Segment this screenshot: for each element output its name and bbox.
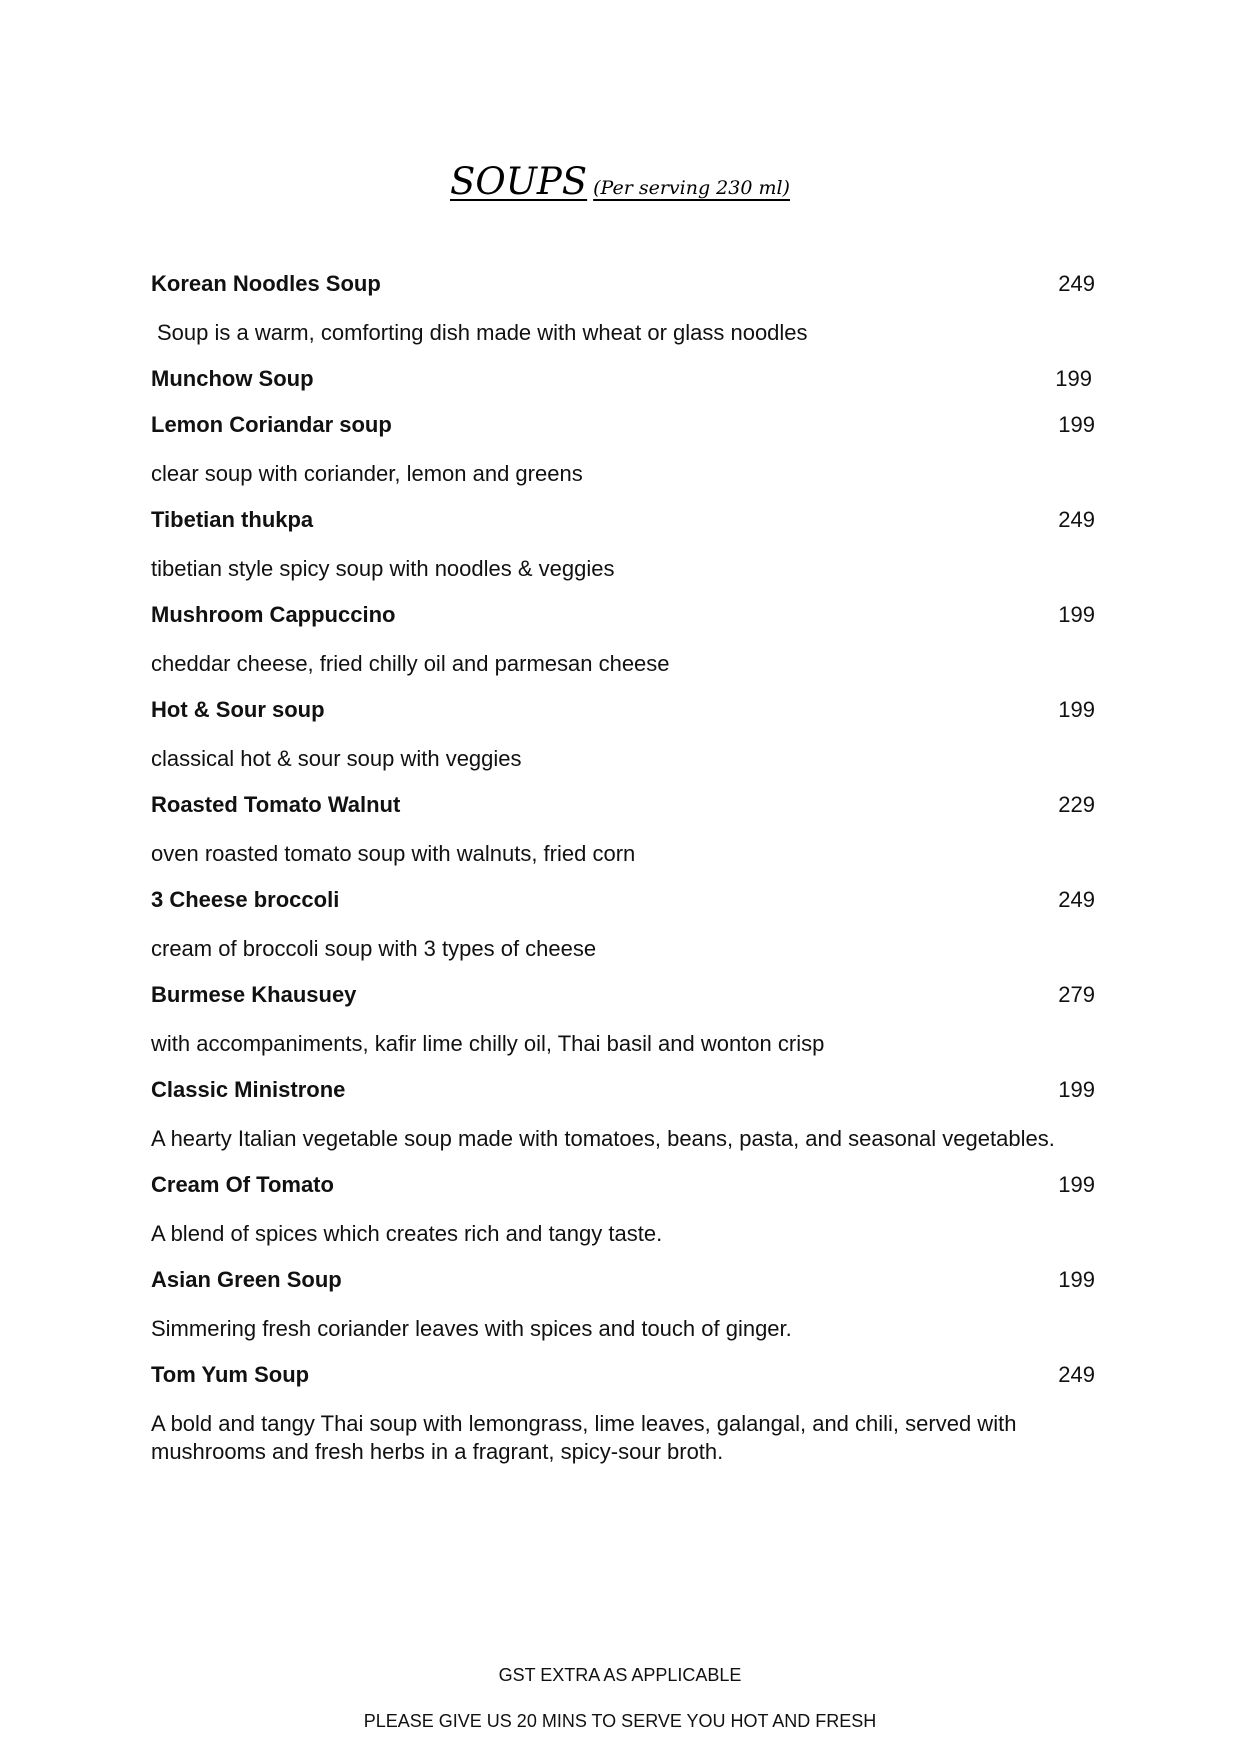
item-description: A blend of spices which creates rich and tangy taste. [151, 1221, 663, 1246]
item-price: 199 [1058, 1077, 1095, 1102]
item-price: 249 [1058, 887, 1095, 912]
item-description: oven roasted tomato soup with walnuts, fried corn [151, 841, 636, 866]
item-description: classical hot & sour soup with veggies [151, 746, 522, 771]
gst-note: GST EXTRA AS APPLICABLE [498, 1665, 742, 1685]
item-name: Burmese Khausuey [151, 982, 357, 1007]
item-name: Hot & Sour soup [151, 697, 325, 722]
menu-item-cream-of-tomato [151, 1173, 1095, 1248]
item-price: 249 [1058, 507, 1095, 532]
item-description: Simmering fresh coriander leaves with spices and touch of ginger. [151, 1316, 792, 1341]
item-price: 249 [1058, 271, 1095, 296]
page-title [0, 160, 1240, 203]
item-price: 249 [1058, 1362, 1095, 1387]
menu-item-korean-noodles-soup [151, 272, 1095, 347]
menu-section-title: SOUPS [450, 160, 588, 203]
menu-item-classic-ministrone [151, 1078, 1095, 1153]
menu-item-lemon-coriandar-soup [151, 413, 1095, 488]
item-name: Tom Yum Soup [151, 1362, 310, 1387]
item-description: cream of broccoli soup with 3 types of cheese [151, 936, 597, 961]
serving-size-note: (Per serving 230 ml) [593, 177, 790, 199]
item-description: clear soup with coriander, lemon and greens [151, 461, 583, 486]
menu-item-asian-green-soup [151, 1268, 1095, 1343]
item-name: Roasted Tomato Walnut [151, 792, 401, 817]
item-price: 199 [1055, 366, 1092, 391]
menu-item-tibetian-thukpa [151, 508, 1095, 583]
item-description: with accompaniments, kafir lime chilly oil, Thai basil and wonton crisp [151, 1031, 825, 1056]
menu-item-roasted-tomato-walnut [151, 793, 1095, 868]
item-price: 199 [1058, 697, 1095, 722]
menu-item-mushroom-cappuccino [151, 603, 1095, 678]
item-description: cheddar cheese, fried chilly oil and parmesan cheese [151, 651, 670, 676]
item-price: 199 [1058, 1172, 1095, 1197]
menu-item-burmese-khausuey [151, 983, 1095, 1058]
item-price: 199 [1058, 602, 1095, 627]
item-name: Lemon Coriandar soup [151, 412, 392, 437]
item-price: 199 [1058, 1267, 1095, 1292]
item-description: tibetian style spicy soup with noodles & veggies [151, 556, 615, 581]
item-name: Tibetian thukpa [151, 507, 314, 532]
item-name: Mushroom Cappuccino [151, 602, 396, 627]
menu-item-tom-yum-soup [151, 1363, 1095, 1466]
item-name: Korean Noodles Soup [151, 271, 381, 296]
item-name: Munchow Soup [151, 366, 314, 391]
item-description: A hearty Italian vegetable soup made with tomatoes, beans, pasta, and seasonal vegetables. [151, 1126, 1055, 1151]
item-name: Classic Ministrone [151, 1077, 346, 1102]
menu-item-3-cheese-broccoli [151, 888, 1095, 963]
item-name: Asian Green Soup [151, 1267, 342, 1292]
item-name: Cream Of Tomato [151, 1172, 334, 1197]
item-price: 199 [1058, 412, 1095, 437]
menu-item-hot-and-sour-soup [151, 698, 1095, 773]
item-name: 3 Cheese broccoli [151, 887, 340, 912]
item-price: 279 [1058, 982, 1095, 1007]
item-description: Soup is a warm, comforting dish made with wheat or glass noodles [157, 320, 808, 345]
soup-menu-list [151, 272, 1095, 1486]
serving-time-note: PLEASE GIVE US 20 MINS TO SERVE YOU HOT AND FRESH [363, 1711, 877, 1731]
item-price: 229 [1058, 792, 1095, 817]
item-description: A bold and tangy Thai soup with lemongrass, lime leaves, galangal, and chili, served with mushrooms and fresh herbs in a fragrant, spicy-sour broth. [151, 1411, 1017, 1464]
